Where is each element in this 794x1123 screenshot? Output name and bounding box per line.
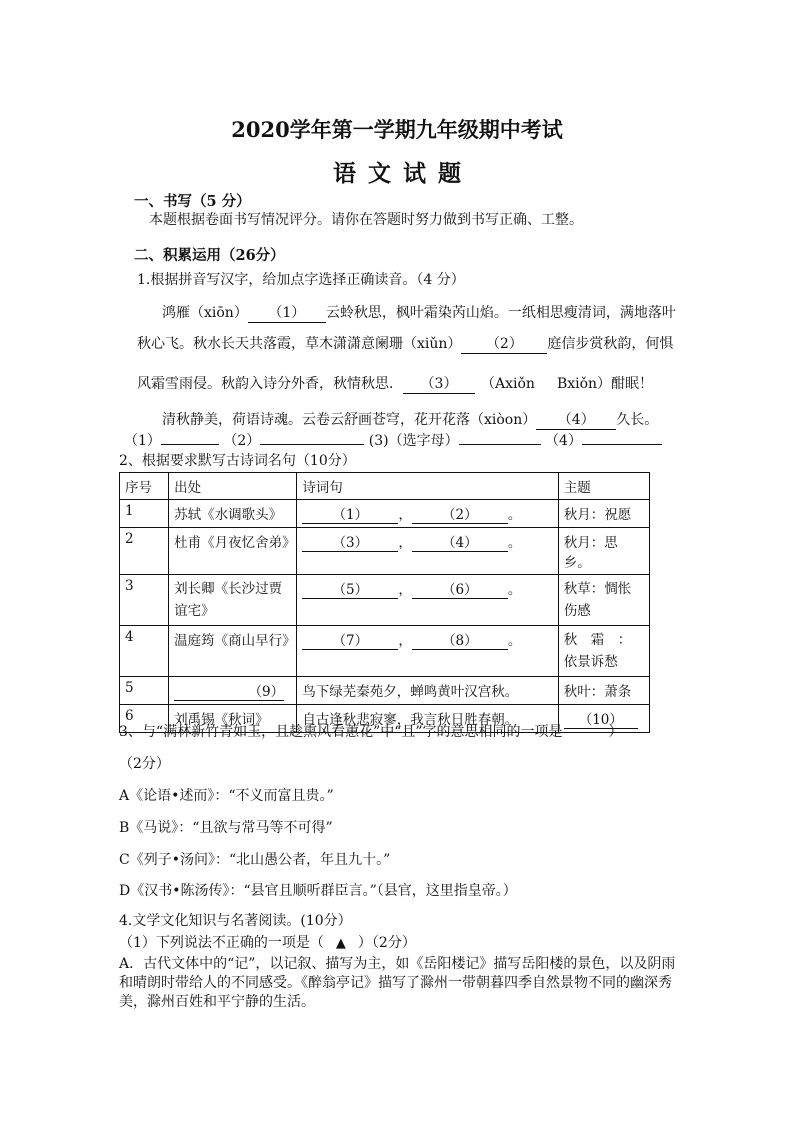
q3-paren: ）: [608, 724, 623, 740]
table-row: [120, 528, 650, 575]
q3-score: （2分）: [119, 756, 170, 772]
verse-blank[interactable]: （4）: [412, 531, 508, 552]
q3-option-d: D《汉书•陈汤传》：“县官且顺听群臣言。”（县官，这里指皇帝。）: [119, 883, 517, 899]
q4-sub1: [119, 934, 416, 953]
table-row: [120, 677, 650, 705]
triangle-icon: ▲: [335, 936, 346, 951]
verse-blank[interactable]: （2）: [412, 503, 508, 524]
verse-blank[interactable]: （5）: [302, 578, 398, 599]
period: 。: [507, 582, 522, 598]
q3-option-a: A《论语•述而》：“不义而富且贵。”: [119, 788, 334, 804]
header-verse: 诗词句: [297, 473, 558, 500]
section-1-heading: 一、书写（5 分）: [134, 193, 251, 210]
q3-option-b: B《马说》：“且欲与常马等不可得”: [119, 820, 333, 836]
section-2-heading: 二、积累运用（26分）: [134, 247, 285, 264]
answer-label-3: (3)（选字母）: [368, 433, 459, 449]
q4-sub1-end: ）（2分）: [357, 935, 416, 951]
table-row: [120, 626, 650, 677]
period: 。: [507, 633, 522, 649]
q1-passage-line-1: [162, 304, 676, 323]
row-source: 刘禹锡《秋词》: [169, 705, 297, 733]
row-source: 苏轼《水调歌头》: [169, 500, 297, 528]
row-source: 杜甫《月夜忆舍弟》: [169, 528, 297, 575]
exam-subtitle: 语文试题: [333, 160, 473, 187]
verse-blank[interactable]: （6）: [412, 578, 508, 599]
row-verse: [297, 575, 558, 626]
answer-field-3[interactable]: [459, 444, 541, 445]
theme-blank[interactable]: （10）: [564, 708, 638, 729]
row-theme: 秋月：思乡。: [558, 528, 649, 575]
table-header-row: [120, 473, 650, 500]
q1-answer-line: [124, 432, 662, 450]
q2-stem: 2、根据要求默写古诗词名句（10分）: [119, 453, 356, 469]
q4-sub1-text: （1）下列说法不正确的一项是（: [119, 935, 324, 951]
answer-label-1: （1）: [124, 433, 161, 449]
row-no: 6: [120, 705, 169, 733]
row-verse: [297, 528, 558, 575]
row-no: 1: [120, 500, 169, 528]
q1-option-b: Bxiǒn）酣眠！: [556, 376, 654, 392]
row-no: 4: [120, 626, 169, 677]
q1-line4-b: 久长。: [616, 412, 659, 428]
period: 。: [507, 507, 522, 523]
answer-field-4[interactable]: [582, 444, 662, 445]
verse-blank[interactable]: （7）: [302, 629, 398, 650]
comma: ，: [398, 582, 412, 598]
header-no: 序号: [120, 473, 169, 500]
exam-title: 2020学年第一学期九年级期中考试: [231, 117, 563, 142]
row-verse: 鸟下绿芜秦苑夕，蝉鸣黄叶汉宫秋。: [297, 677, 558, 705]
row-no: 5: [120, 677, 169, 705]
q1-stem: 1.根据拼音写汉字，给加点字选择正确读音。（4 分）: [137, 272, 465, 288]
row-verse: [297, 626, 558, 677]
comma: ，: [398, 535, 412, 551]
period: 。: [507, 535, 522, 551]
q1-blank-2[interactable]: （2）: [461, 335, 547, 354]
q1-line1-b: 云蛉秋思，枫叶霜染芮山焰。一纸相思瘦清词，满地落叶: [325, 305, 676, 321]
q1-blank-3[interactable]: （3）: [403, 375, 475, 394]
q4-option-a: A．古代文体中的“记”，以记叙、描写为主，如《岳阳楼记》描写岳阳楼的景色，以及阴雨和晴朗时带给人的不同感受。《醉翁亭记》描写了滁州一带朝暮四季自然景物不同的幽深秀美，滁州百姓和平宁静的生活。: [119, 956, 676, 1010]
row-source: [169, 677, 297, 705]
comma: ，: [398, 507, 412, 523]
row-verse: 自古逢秋悲寂寥，我言秋日胜春朝。: [297, 705, 558, 733]
table-row: [120, 500, 650, 528]
q3-stem: 3、与“满林新竹青如玉，且趁熏风看蕙花”中“且”字的意思相同的一项是: [119, 724, 563, 740]
header-theme: 主题: [558, 473, 649, 500]
source-blank[interactable]: （9）: [174, 680, 284, 701]
row-no: 2: [120, 528, 169, 575]
answer-label-2: （2）: [223, 433, 261, 449]
verse-blank[interactable]: （1）: [302, 503, 398, 524]
section-1-text: 本题根据卷面书写情况评分。请你在答题时努力做到书写正确、工整。: [149, 212, 583, 228]
row-theme: 秋月：祝愿: [558, 500, 649, 528]
row-theme: 秋叶：萧条: [558, 677, 649, 705]
header-source: 出处: [169, 473, 297, 500]
row-source: 刘长卿《长沙过贾谊宅》: [169, 575, 297, 626]
q1-line2-b: 庭信步赏秋韵，何惧: [547, 336, 674, 352]
q3-option-c: C《列子•汤问》：“北山愚公者，年且九十。”: [119, 852, 391, 868]
answer-field-1[interactable]: [161, 444, 219, 445]
q1-passage-line-3: [137, 375, 653, 394]
table-row: [120, 575, 650, 626]
q1-line3-a: 风霜雪雨侵。秋韵入诗分外香，秋情秋思．: [137, 376, 403, 392]
answer-label-4: （4）: [545, 433, 582, 449]
row-theme: 秋 霜 ：依景诉愁: [558, 626, 649, 677]
comma: ，: [398, 633, 412, 649]
poem-table: [119, 472, 650, 733]
row-theme: 秋草：惆怅伤感: [558, 575, 649, 626]
row-source: 温庭筠《商山早行》: [169, 626, 297, 677]
row-no: 3: [120, 575, 169, 626]
q1-option-a: （Axiǒn: [481, 376, 535, 392]
verse-blank[interactable]: （3）: [302, 531, 398, 552]
q1-passage-line-2: [137, 335, 673, 354]
verse-blank[interactable]: （8）: [412, 629, 508, 650]
q3-stem-line: [119, 723, 623, 741]
row-verse: [297, 500, 558, 528]
answer-field-2[interactable]: [260, 444, 364, 445]
q1-line1-a: 鸿雁（xiōn）: [162, 305, 248, 321]
q1-line2-a: 秋心飞。秋水长天共落霞，草木潇潇意阑珊（xiǔn）: [137, 336, 462, 352]
q4-stem: 4.文学文化知识与名著阅读。(10分）: [119, 913, 352, 929]
q1-blank-4[interactable]: （4）: [536, 411, 616, 430]
q1-blank-1[interactable]: （1）: [248, 304, 326, 323]
q1-line4-a: 清秋静美，荷语诗魂。云卷云舒画苍穹，花开花落（xiòon）: [162, 412, 537, 428]
q1-passage-line-4: [162, 411, 658, 430]
